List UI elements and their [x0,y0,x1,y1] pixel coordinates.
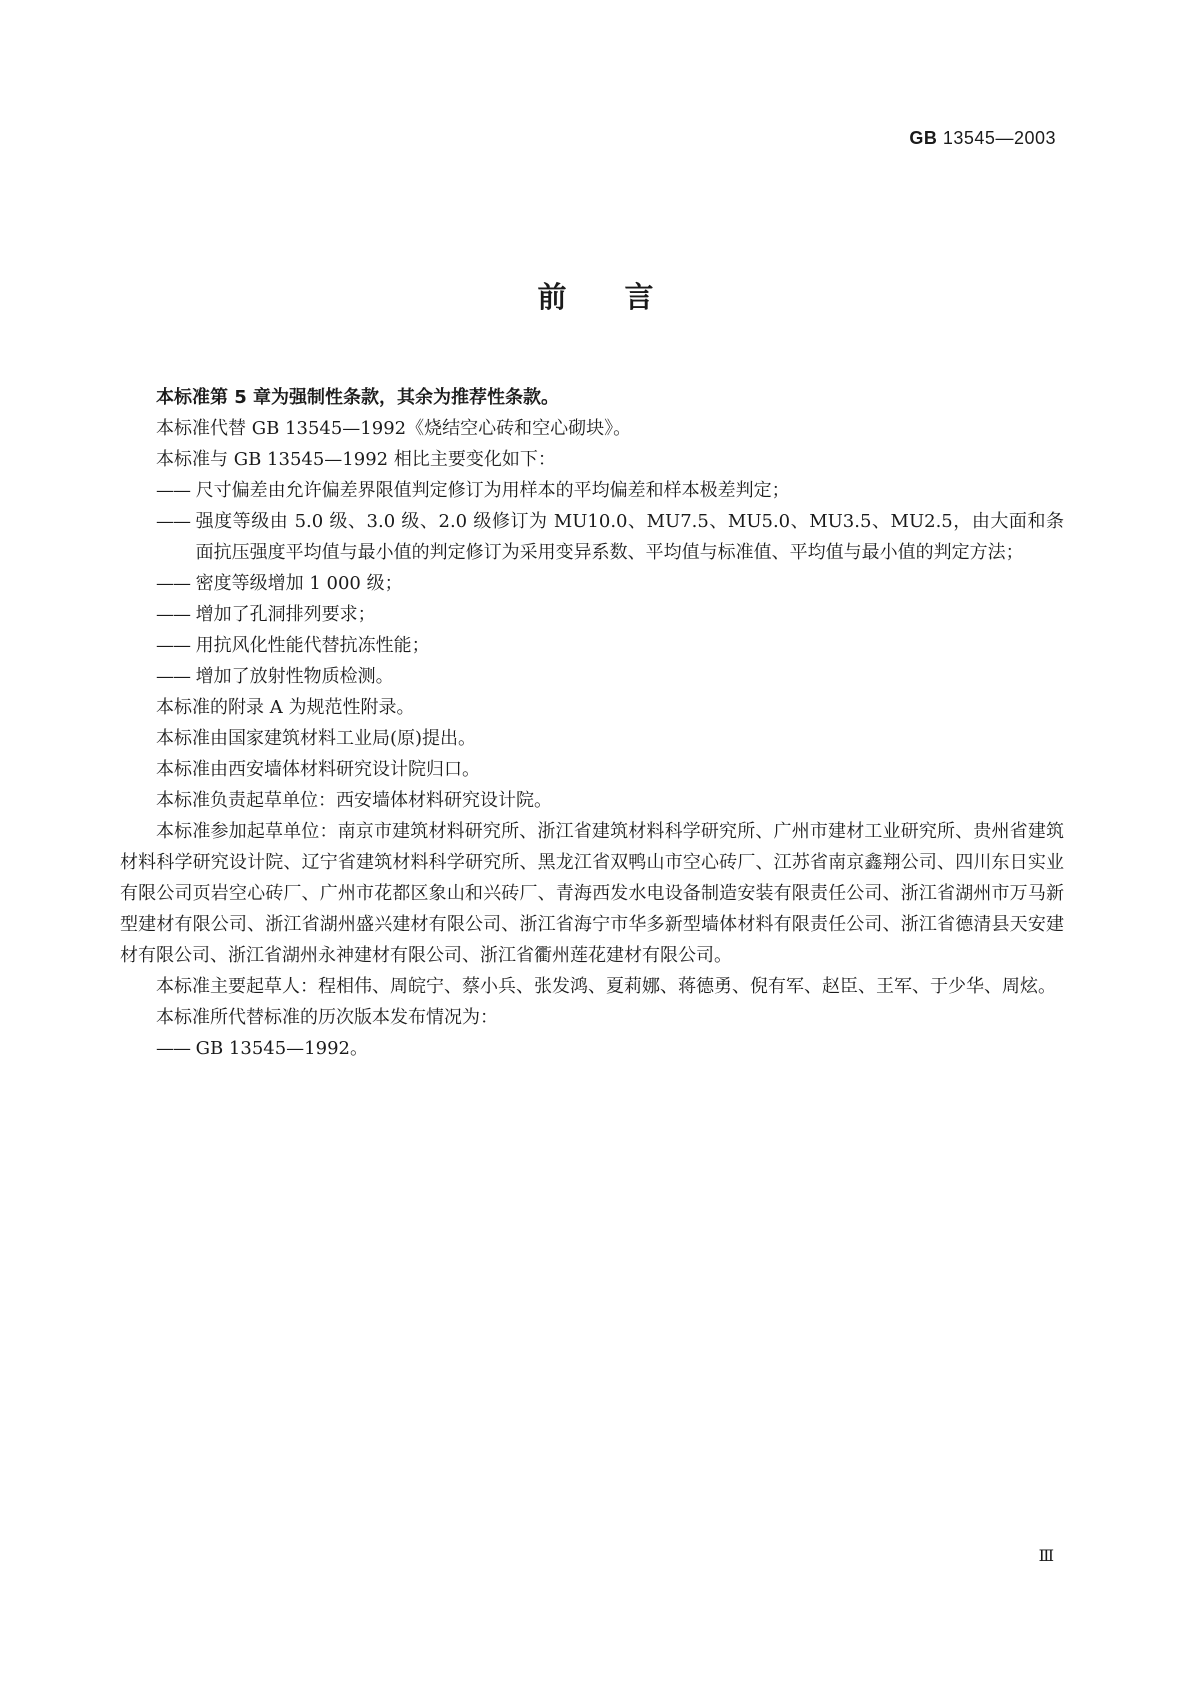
change-item [120,599,1064,630]
replacement-statement: 本标准代替 GB 13545—1992《烧结空心砖和空心砌块》。 [156,418,632,439]
dash-marker: —— [156,573,190,594]
dash-marker: —— [156,1038,190,1059]
dash-marker: —— [156,511,190,532]
change-item-text: 强度等级由 5.0 级、3.0 级、2.0 级修订为 MU10.0、MU7.5、MU5.0、MU3.5、MU2.5，由大面和条面抗压强度平均值与最小值的判定修订为采用变异系数、平均值与标准值、平均值与最小值的判定方法； [195,511,1064,563]
foreword-body [120,382,1064,1064]
main-drafters-statement: 本标准主要起草人：程相伟、周皖宁、蔡小兵、张发鸿、夏莉娜、蒋德勇、倪有军、赵臣、王军、于少华、周炫。 [156,976,1056,997]
dash-marker: —— [156,604,190,625]
change-item [120,661,1064,692]
participating-units-statement: 本标准参加起草单位：南京市建筑材料研究所、浙江省建筑材料科学研究所、广州市建材工业研究所、贵州省建筑材料科学研究设计院、辽宁省建筑材料科学研究所、黑龙江省双鸭山市空心砖厂、江苏省南京鑫翔公司、四川东日实业有限公司页岩空心砖厂、广州市花都区象山和兴砖厂、青海西发水电设备制造安装有限责任公司、浙江省湖州市万马新型建材有限公司、浙江省湖州盛兴建材有限公司、浙江省海宁市华多新型墙体材料有限责任公司、浙江省德清县天安建材有限公司、浙江省湖州永神建材有限公司、浙江省衢州莲花建材有限公司。 [120,821,1064,966]
history-item [120,1033,1064,1064]
centralized-statement: 本标准由西安墙体材料研究设计院归口。 [156,759,480,780]
dash-marker: —— [156,480,190,501]
dash-marker: —— [156,666,190,687]
annex-statement: 本标准的附录 A 为规范性附录。 [156,697,415,718]
change-item-text: 增加了孔洞排列要求； [195,604,376,625]
change-item [120,568,1064,599]
dash-marker: —— [156,635,190,656]
change-item [120,506,1064,568]
page-title: 前言 [537,280,712,314]
history-item-text: GB 13545—1992。 [195,1038,368,1059]
mandatory-clause-statement: 本标准第 5 章为强制性条款，其余为推荐性条款。 [156,387,560,408]
change-item [120,630,1064,661]
change-item-text: 尺寸偏差由允许偏差界限值判定修订为用样本的平均偏差和样本极差判定； [195,480,790,501]
change-item-text: 密度等级增加 1 000 级； [195,573,403,594]
history-intro: 本标准所代替标准的历次版本发布情况为： [156,1007,498,1028]
standard-number: 13545—2003 [942,128,1056,148]
standard-code [909,128,1056,149]
change-item-text: 增加了放射性物质检测。 [195,666,394,687]
page-number: Ⅲ [1038,1548,1053,1565]
standard-prefix: GB [909,128,938,148]
change-item [120,475,1064,506]
change-item-text: 用抗风化性能代替抗冻性能； [195,635,430,656]
proposer-statement: 本标准由国家建筑材料工业局(原)提出。 [156,728,477,749]
drafting-unit-statement: 本标准负责起草单位：西安墙体材料研究设计院。 [156,790,552,811]
changes-intro: 本标准与 GB 13545—1992 相比主要变化如下： [156,449,556,470]
